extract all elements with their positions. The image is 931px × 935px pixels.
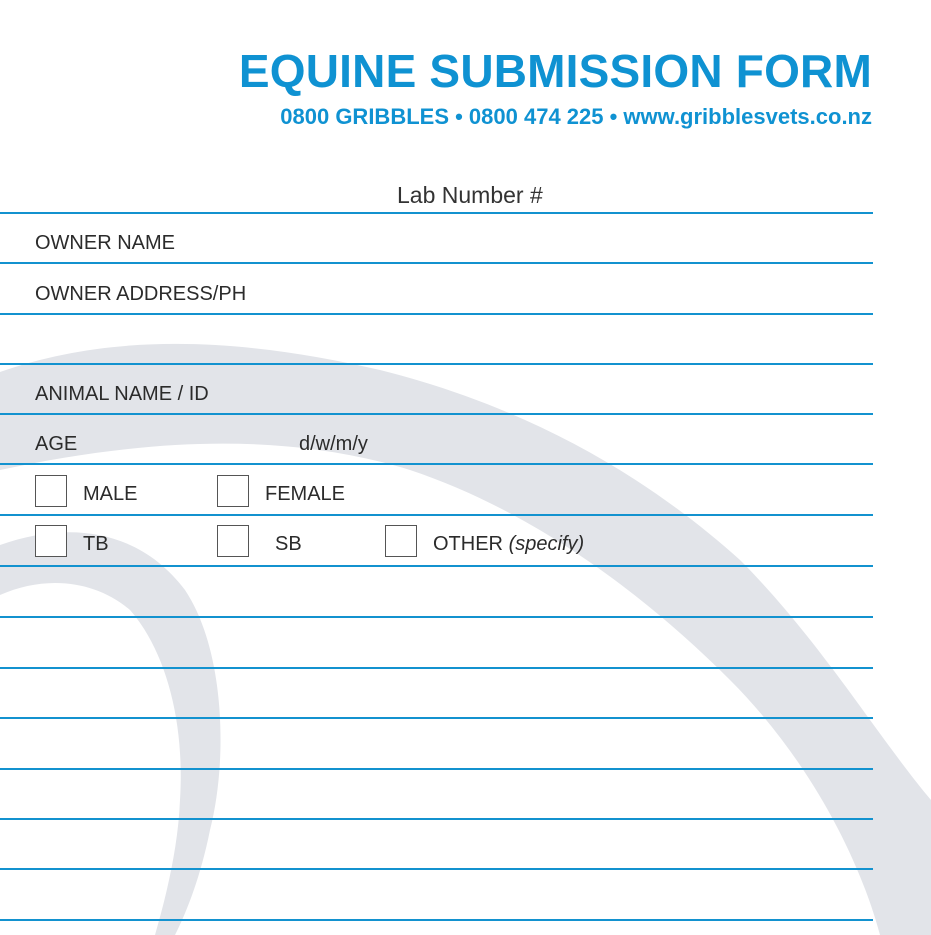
female-label: FEMALE [265,483,346,505]
blank-line[interactable] [0,717,873,719]
sex-row-line [0,514,873,516]
sb-checkbox[interactable] [217,525,249,557]
blank-line[interactable] [0,919,873,921]
blank-line[interactable] [0,818,873,820]
male-label: MALE [83,483,138,505]
owner-name-label: OWNER NAME [35,232,175,254]
animal-name-label: ANIMAL NAME / ID [35,383,209,405]
age-field-line[interactable] [0,463,873,465]
blank-line[interactable] [0,667,873,669]
watermark-arc-shape [0,344,931,935]
owner-name-field-line[interactable] [0,262,873,264]
male-checkbox[interactable] [35,475,67,507]
age-units-label: d/w/m/y [299,433,368,455]
form-title: EQUINE SUBMISSION FORM [238,45,872,97]
blank-line[interactable] [0,768,873,770]
breed-row-line [0,565,873,567]
lab-number-field-line[interactable] [0,212,873,214]
female-checkbox[interactable] [217,475,249,507]
other-checkbox[interactable] [385,525,417,557]
other-text: OTHER [433,533,503,555]
lab-number-label: Lab Number # [397,182,543,208]
blank-line[interactable] [0,616,873,618]
animal-name-field-line[interactable] [0,413,873,415]
other-specify-note: (specify) [508,533,585,555]
other-label [433,533,584,556]
blank-line[interactable] [0,868,873,870]
watermark-hook-shape [0,532,221,935]
owner-address-second-line[interactable] [0,363,873,365]
sb-label: SB [275,533,302,555]
age-label: AGE [35,433,78,455]
tb-checkbox[interactable] [35,525,67,557]
tb-label: TB [83,533,109,555]
contact-line: 0800 GRIBBLES • 0800 474 225 • www.gribblesvets.co.nz [280,104,872,129]
owner-address-field-line[interactable] [0,313,873,315]
owner-address-label: OWNER ADDRESS/PH [35,283,247,305]
